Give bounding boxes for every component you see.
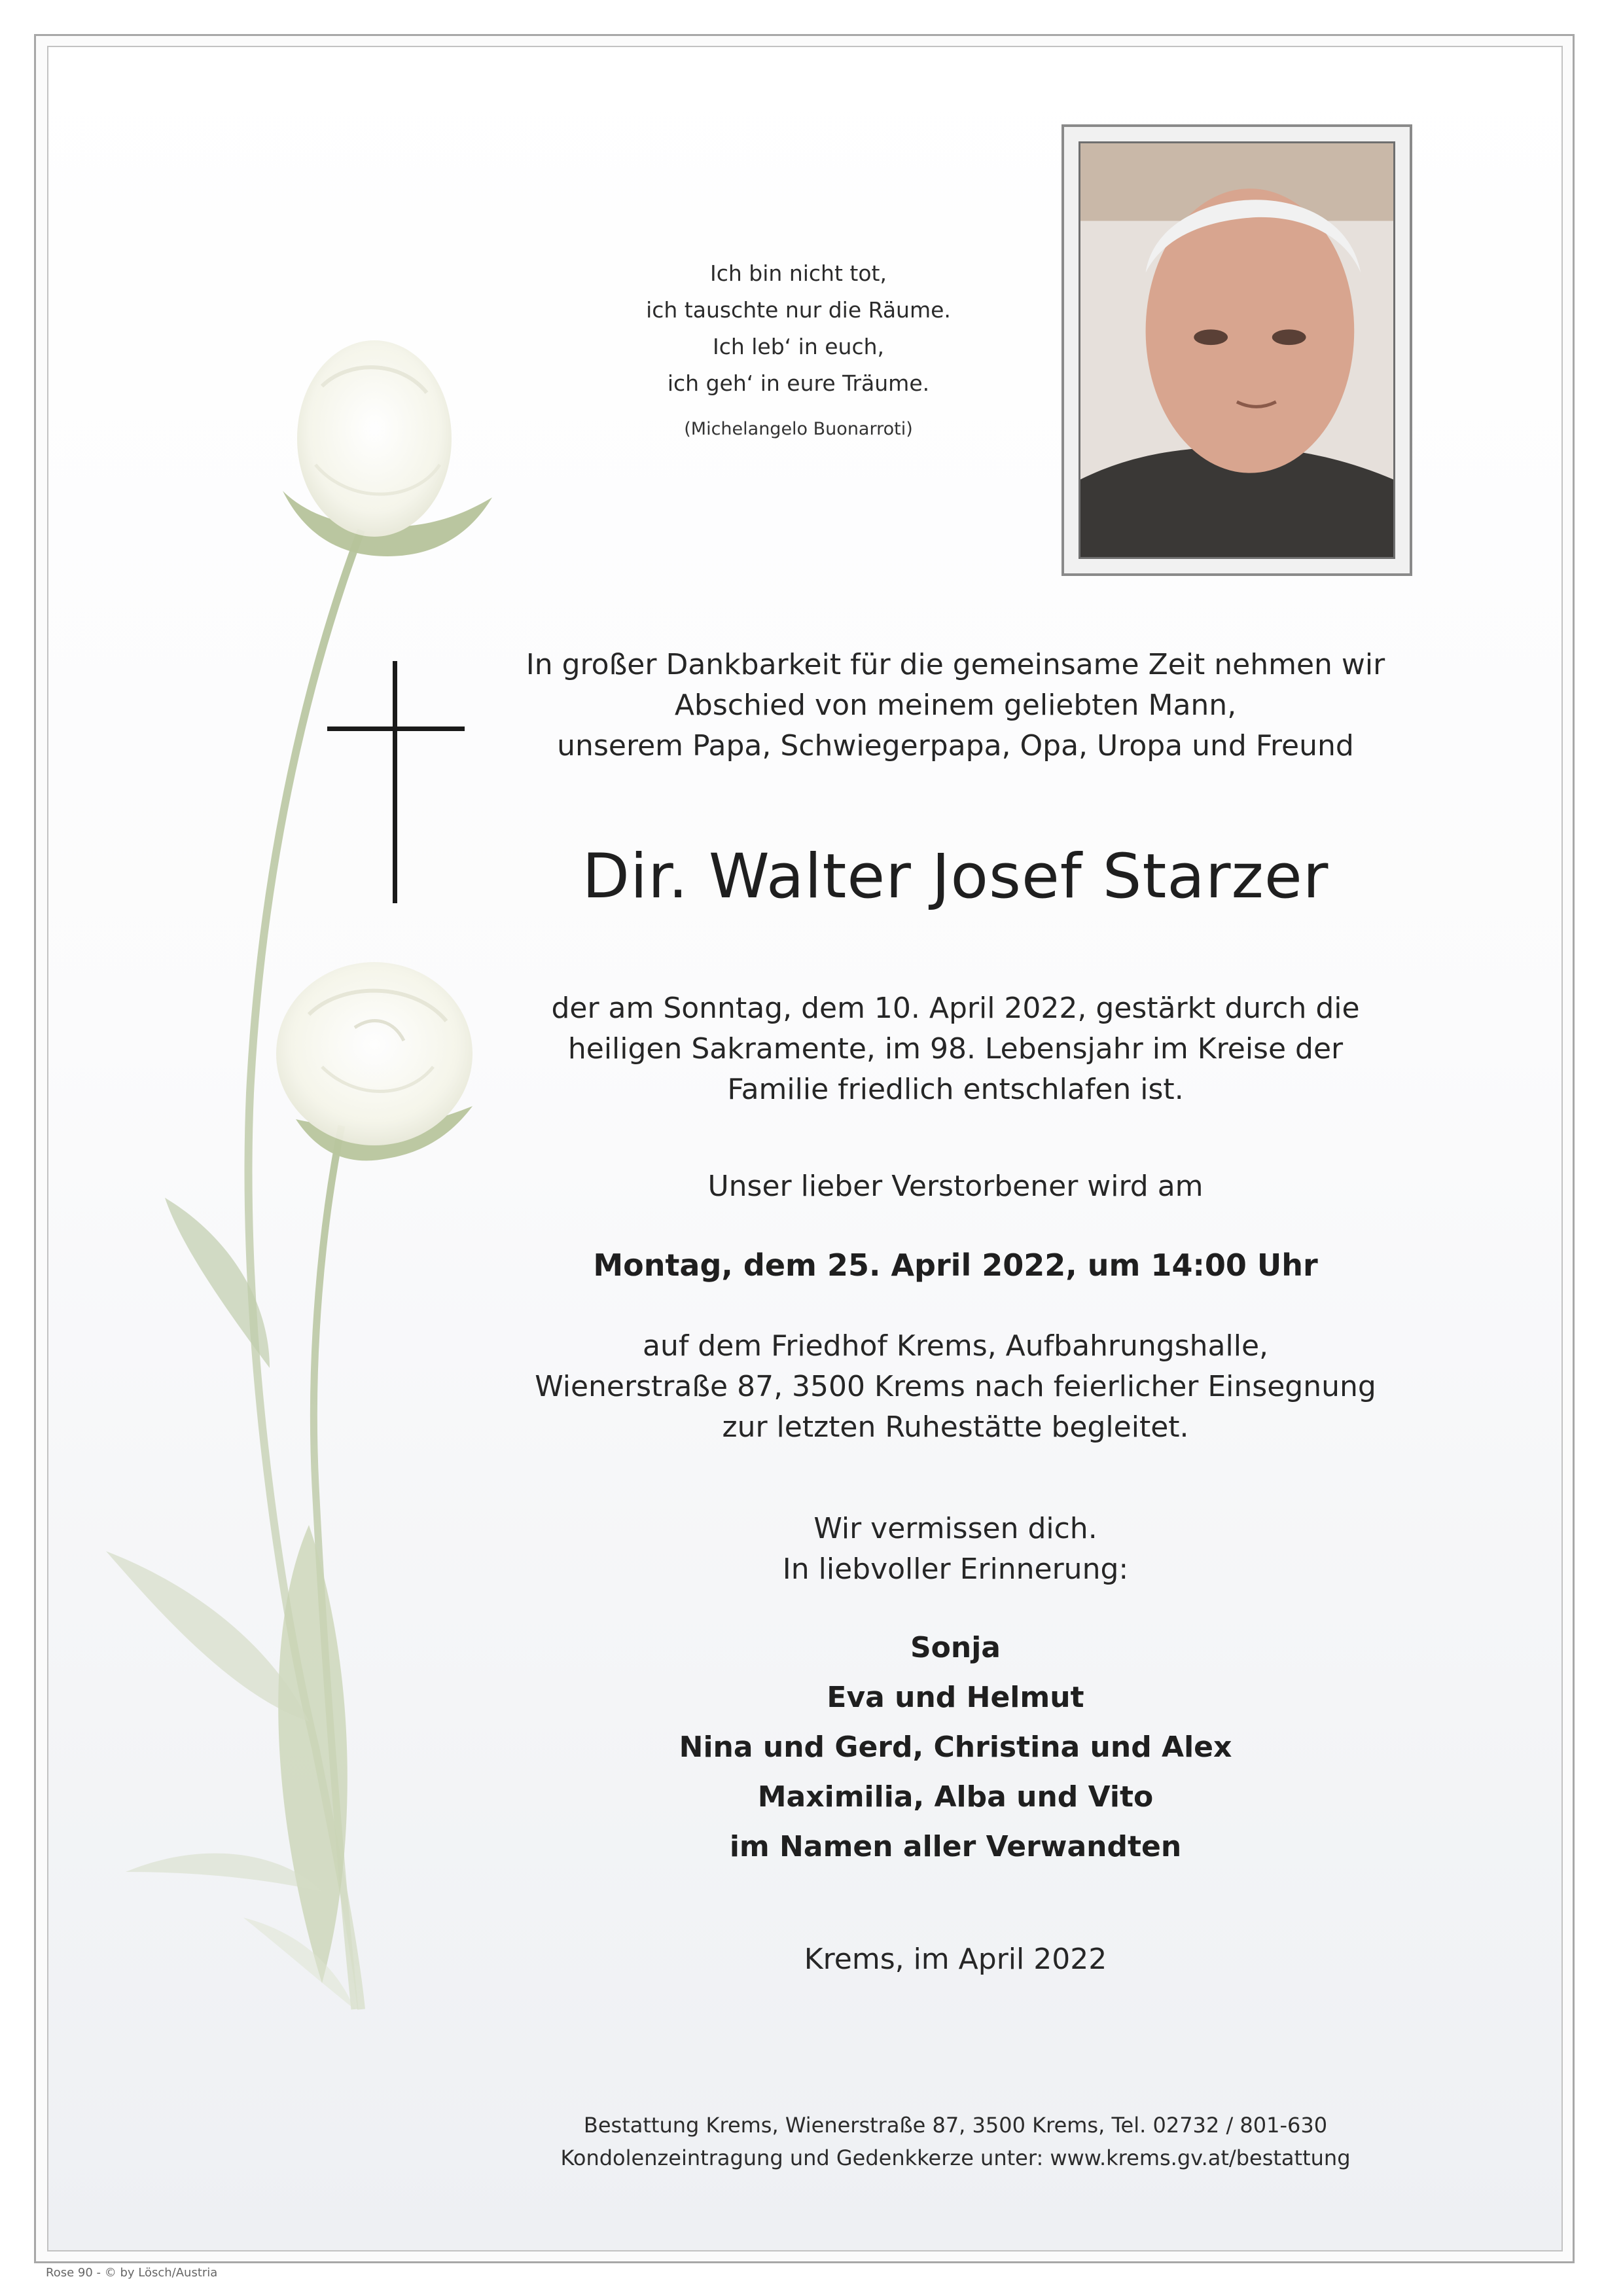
quote-line: Ich bin nicht tot,	[710, 260, 887, 286]
place-date-signoff: Krems, im April 2022	[804, 1943, 1107, 1976]
mourner-entry: im Namen aller Verwandten	[729, 1830, 1182, 1863]
mourner-entry: Maximilia, Alba und Vito	[757, 1780, 1154, 1814]
footer	[458, 2109, 1453, 2174]
funeral-place	[524, 1326, 1387, 1448]
quote-author: (Michelangelo Buonarroti)	[684, 419, 913, 439]
funeral-place-line: auf dem Friedhof Krems, Aufbahrungshalle,	[642, 1329, 1268, 1363]
cross-icon	[327, 661, 465, 903]
closing-line: Wir vermissen dich.	[813, 1512, 1097, 1545]
quote	[458, 255, 1139, 402]
intro-text	[524, 645, 1387, 766]
footer-line-address: Bestattung Krems, Wienerstraße 87, 3500 Krems, Tel. 02732 / 801-630	[583, 2113, 1328, 2138]
footer-line-condolence: Kondolenzeintragung und Gedenkkerze unter: www.krems.gv.at/bestattung	[560, 2145, 1351, 2170]
mourners-list	[524, 1623, 1387, 1872]
mourner-entry: Nina und Gerd, Christina und Alex	[679, 1731, 1232, 1764]
deceased-name: Dir. Walter Josef Starzer	[582, 841, 1329, 912]
intro-line: unserem Papa, Schwiegerpapa, Opa, Uropa und Freund	[557, 729, 1354, 762]
quote-line: Ich leb‘ in euch,	[712, 334, 885, 359]
funeral-place-line: Wienerstraße 87, 3500 Krems nach feierlicher Einsegnung	[535, 1370, 1376, 1403]
quote-line: ich tauschte nur die Räume.	[646, 297, 951, 323]
mourner-entry: Sonja	[910, 1631, 1001, 1664]
mourner-entry: Eva und Helmut	[827, 1681, 1084, 1714]
funeral-lead: Unser lieber Verstorbener wird am	[707, 1170, 1204, 1203]
funeral-place-line: zur letzten Ruhestätte begleitet.	[722, 1410, 1189, 1444]
death-notice-line: heiligen Sakramente, im 98. Lebensjahr im Kreise der	[567, 1032, 1344, 1066]
funeral-date: Montag, dem 25. April 2022, um 14:00 Uhr	[593, 1247, 1318, 1283]
closing-text	[524, 1509, 1387, 1590]
death-notice-line: der am Sonntag, dem 10. April 2022, gestärkt durch die	[551, 992, 1360, 1025]
intro-line: In großer Dankbarkeit für die gemeinsame Zeit nehmen wir	[526, 648, 1385, 681]
design-credit: Rose 90 - © by Lösch/Austria	[46, 2266, 218, 2280]
death-notice-line: Familie friedlich entschlafen ist.	[727, 1073, 1184, 1106]
intro-line: Abschied von meinem geliebten Mann,	[674, 689, 1237, 722]
quote-line: ich geh‘ in eure Träume.	[667, 370, 930, 396]
death-notice	[524, 988, 1387, 1110]
closing-line: In liebvoller Erinnerung:	[782, 1552, 1129, 1586]
